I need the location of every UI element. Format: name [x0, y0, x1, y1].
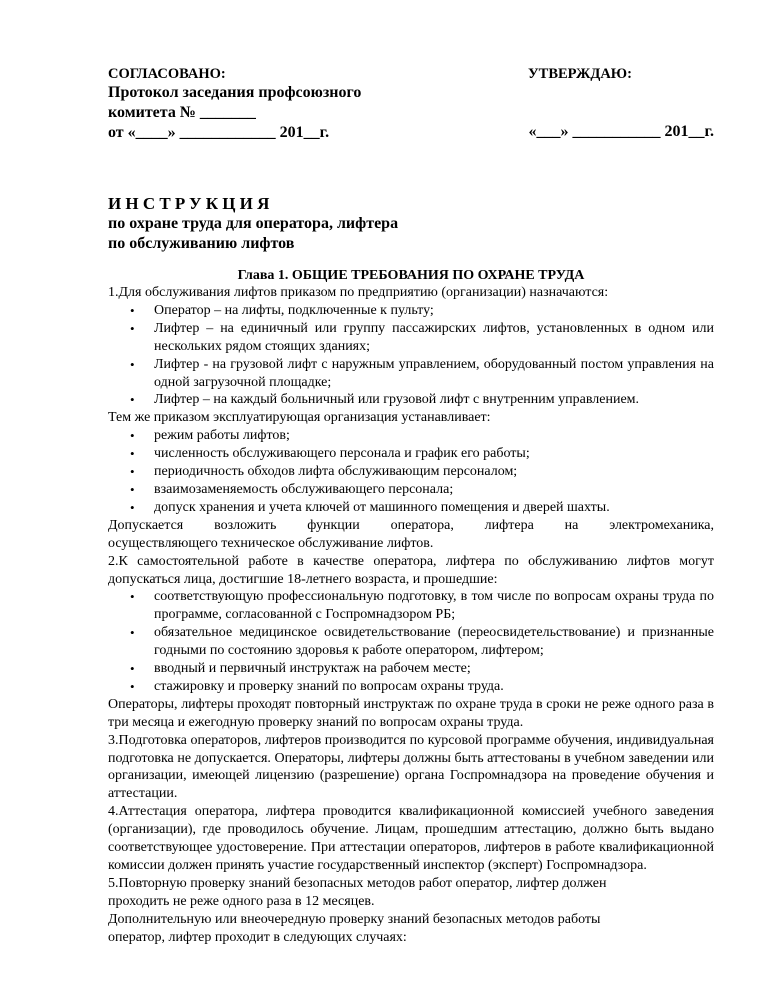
section-1-note-line-1: Допускается возложить функции оператора, лифтера на электромеханика,	[108, 517, 714, 533]
bullet-icon: •	[130, 661, 135, 677]
approval-header	[108, 62, 714, 148]
protocol-line-1: Протокол заседания профсоюзного	[108, 84, 362, 101]
section-5-line-4: оператор, лифтер проходит в следующих случаях:	[108, 929, 407, 945]
section-5-line-2: проходить не реже одного раза в 12 месяцев.	[108, 893, 375, 909]
section-4: 4.Аттестация оператора, лифтера проводится квалификационной комиссией учебного заведения (организации), где проводилось обучение. Лицам, прошедшим аттестацию, должно быть выдано соответствующее удостоверение. При аттестации операторов, лифтеров в работе квалификационной комиссии должен принять участие государственный инспектор (эксперт) Госпромнадзора.	[108, 804, 714, 873]
section-1-list	[108, 302, 714, 409]
list-item: • вводный и первичный инструктаж на рабочем месте;	[130, 661, 471, 677]
list-item: • Оператор – на лифты, подключенные к пульту;	[130, 302, 434, 318]
bullet-icon: •	[130, 464, 135, 480]
bullet-icon: •	[130, 446, 135, 462]
list-item: • Лифтер – на каждый больничный или грузовой лифт с внутренним управлением.	[130, 392, 640, 408]
list-item: • периодичность обходов лифта обслуживающим персоналом;	[130, 464, 518, 480]
section-2-intro: 2.К самостоятельной работе в качестве оператора, лифтера по обслуживанию лифтов могут допускаться лица, достигшие 18-летнего возраста, и прошедшие:	[108, 553, 714, 587]
agreed-label: СОГЛАСОВАНО:	[108, 66, 226, 82]
bullet-icon: •	[130, 625, 135, 641]
title-sub-1: по охране труда для оператора, лифтера	[108, 215, 399, 232]
section-1-intro-2: Тем же приказом эксплуатирующая организация устанавливает:	[108, 410, 491, 426]
approve-date: «___» ___________ 201__г.	[528, 123, 714, 140]
section-1-list-2	[108, 427, 714, 517]
section-1-intro: 1.Для обслуживания лифтов приказом по предприятию (организации) назначаются:	[108, 285, 609, 300]
list-item: • допуск хранения и учета ключей от машинного помещения и дверей шахты.	[130, 499, 610, 515]
bullet-icon: •	[130, 499, 135, 515]
section-1-note-line-2: осуществляющего техническое обслуживание лифтов.	[108, 535, 434, 551]
list-item: • режим работы лифтов;	[130, 428, 290, 444]
title-main: ИНСТРУКЦИЯ	[108, 194, 274, 213]
chapter-heading: Глава 1. ОБЩИЕ ТРЕБОВАНИЯ ПО ОХРАНЕ ТРУДА	[237, 268, 585, 283]
document-page	[108, 62, 714, 947]
list-item: • обязательное медицинское освидетельствование (переосвидетельствование) и признанные годными по состоянию здоровья к работе оператором, лифтером;	[130, 625, 714, 659]
list-item: • Лифтер – на единичный или группу пассажирских лифтов, установленных в одном или нескольких рядом стоящих зданиях;	[130, 320, 714, 354]
list-item: • Лифтер - на грузовой лифт с наружным управлением, оборудованный постом управления на одной загрузочной площадке;	[130, 356, 714, 390]
agreed-block	[108, 62, 428, 143]
list-item: • взаимозаменяемость обслуживающего персонала;	[130, 481, 454, 497]
list-item: • стажировку и проверку знаний по вопросам охраны труда.	[130, 678, 504, 694]
bullet-icon: •	[130, 589, 135, 605]
bullet-icon: •	[130, 302, 135, 318]
list-item: • численность обслуживающего персонала и график его работы;	[130, 446, 530, 462]
section-2-after: Операторы, лифтеры проходят повторный инструктаж по охране труда в сроки не реже одного раза в три месяца и ежегодную проверку знаний по вопросам охраны труда.	[108, 696, 714, 730]
bullet-icon: •	[130, 428, 135, 444]
approve-block	[526, 62, 714, 83]
document-title	[108, 194, 714, 254]
bullet-icon: •	[130, 356, 135, 372]
section-5-line-3: Дополнительную или внеочередную проверку знаний безопасных методов работы	[108, 911, 601, 927]
protocol-line-2: комитета № _______	[108, 104, 256, 121]
bullet-icon: •	[130, 320, 135, 336]
title-sub-2: по обслуживанию лифтов	[108, 235, 295, 252]
agreed-date: от «____» ____________ 201__г.	[108, 124, 330, 141]
section-2-list	[108, 588, 714, 695]
bullet-icon: •	[130, 392, 135, 408]
section-5-line-1: 5.Повторную проверку знаний безопасных методов работ оператор, лифтер должен	[108, 875, 607, 891]
document-body	[108, 284, 714, 947]
list-item: • соответствующую профессиональную подготовку, в том числе по вопросам охраны труда по программе, согласованной с Госпромнадзором РБ;	[130, 589, 714, 623]
bullet-icon: •	[130, 481, 135, 497]
bullet-icon: •	[130, 678, 135, 694]
approve-label: УТВЕРЖДАЮ:	[528, 66, 632, 82]
section-3: 3.Подготовка операторов, лифтеров производится по курсовой программе обучения, индивидуальная подготовка не допускается. Операторы, лифтеры должны быть аттестованы в учебном заведении или организации, имеющей лицензию (разрешение) органа Госпромнадзора на проведение обучения и аттестации.	[108, 732, 714, 802]
